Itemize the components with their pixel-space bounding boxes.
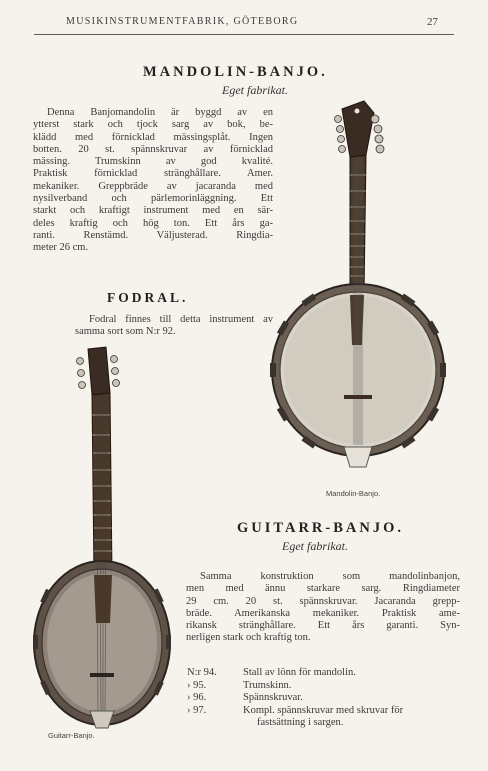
page-number: 27 xyxy=(427,16,438,28)
mandolin-banjo-subtitle: Eget fabrikat. xyxy=(222,83,288,97)
fodral-title: FODRAL. xyxy=(107,290,189,305)
description-line: klädd med förnicklad mässingsplåt. Ingen xyxy=(33,131,273,143)
description-line: Praktisk förnicklad stränghållare. Amer. xyxy=(33,168,273,180)
item-number: › 95. xyxy=(187,679,207,691)
price-list-row xyxy=(187,705,462,718)
header-rule xyxy=(34,34,454,35)
description-line: ranti. Renstämd. Väljusterad. Ringdia- xyxy=(33,229,273,241)
description-line: Denna Banjomandolin är byggd av en xyxy=(47,107,273,118)
fodral-description xyxy=(75,314,273,339)
item-description: Trumskinn. xyxy=(243,679,292,691)
guitar-banjo-title: GUITARR-BANJO. xyxy=(237,520,404,536)
item-description: Kompl. spännskruvar med skruvar för xyxy=(243,704,404,716)
description-line: mässing. Trumskinn av god kvalité. xyxy=(33,156,273,168)
guitar-banjo-caption: Guitarr-Banjo. xyxy=(48,731,95,740)
item-number: › 96. xyxy=(187,692,207,704)
description-line: deles kraftig och hög ton. Ett års ga- xyxy=(33,217,273,229)
description-line: meter 26 cm. xyxy=(33,242,89,254)
item-number: › 97. xyxy=(187,704,207,716)
description-line: men med ännu starkare sarg. Ringdiameter xyxy=(186,583,460,595)
description-line: 29 cm. 20 st. spännskruvar. Jacaranda grepp- xyxy=(186,595,460,607)
description-line: mekaniker. Greppbräde av jacaranda med xyxy=(33,180,273,192)
guitar-banjo-description xyxy=(186,571,460,645)
item-description-continued: fastsättning i sargen. xyxy=(257,717,344,729)
item-number: N:r 94. xyxy=(187,667,217,678)
price-list-row xyxy=(187,692,462,705)
mandolin-banjo-title: MANDOLIN-BANJO. xyxy=(143,64,328,80)
running-head xyxy=(0,16,488,30)
description-line: Fodral finnes till detta instrument av xyxy=(89,314,273,325)
description-line: nerligen stark och kraftig ton. xyxy=(186,632,311,644)
price-list-row xyxy=(187,667,462,680)
guitar-banjo-illustration xyxy=(30,343,180,738)
description-line: starkt och kraftigt instrument med en sär- xyxy=(33,205,273,217)
item-description: Stall av lönn för mandolin. xyxy=(243,667,356,678)
guitar-banjo-subtitle: Eget fabrikat. xyxy=(282,539,348,553)
price-list-row-continuation xyxy=(187,717,462,730)
description-line: Samma konstruktion som mandolinbanjon, xyxy=(200,571,460,582)
mandolin-banjo-caption: Mandolin-Banjo. xyxy=(326,489,381,498)
description-line: botten. 20 st. spännskruvar av förnicklad xyxy=(33,143,273,155)
description-line: ytterst stark och tjock sarg av bok, be- xyxy=(33,119,273,131)
description-line: nysilverband och pärlemorinläggning. Ett xyxy=(33,193,273,205)
description-line: samma sort som N:r 92. xyxy=(75,326,176,338)
price-list-row xyxy=(187,680,462,693)
description-line: bräde. Amerikanska mekaniker. Praktisk ame- xyxy=(186,607,460,619)
running-title: MUSIKINSTRUMENTFABRIK, GÖTEBORG xyxy=(66,16,299,27)
description-line: rikansk stränghållare. Ett års garanti. Syn- xyxy=(186,620,460,632)
mandolin-banjo-description xyxy=(33,107,273,255)
item-description: Spännskruvar. xyxy=(243,692,303,704)
price-list xyxy=(187,667,462,730)
mandolin-banjo-illustration xyxy=(270,95,470,495)
